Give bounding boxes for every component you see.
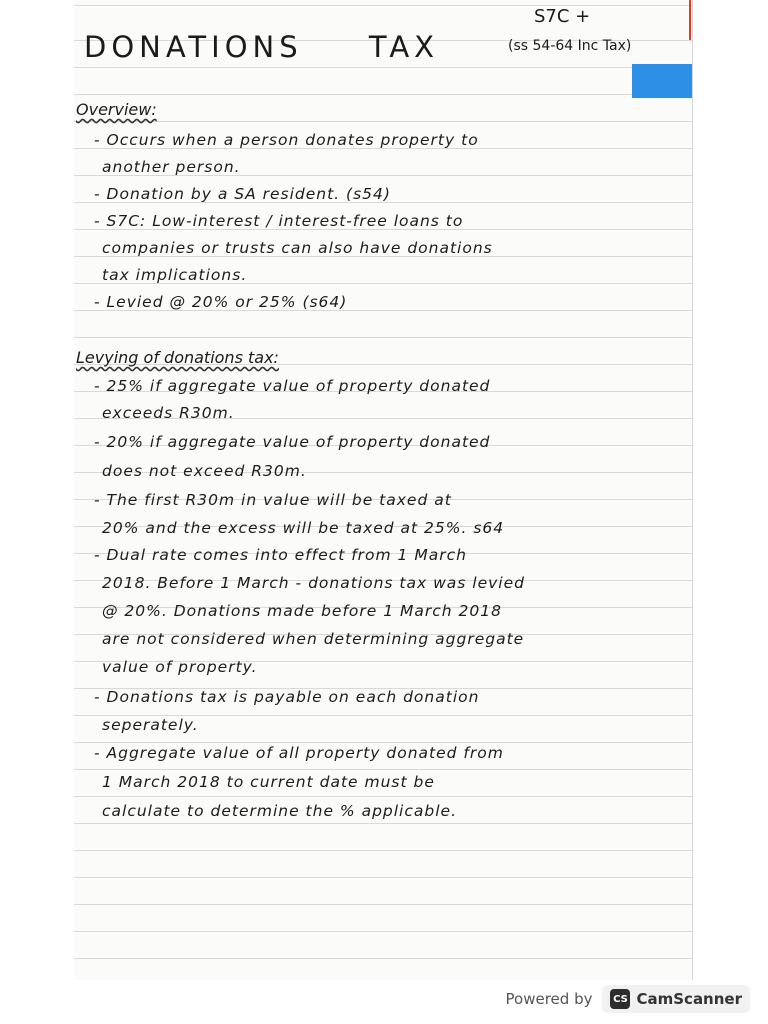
- levying-heading: Levying of donations tax:: [76, 348, 279, 367]
- camscanner-badge: [602, 985, 750, 1013]
- levying-line: value of property.: [102, 658, 258, 676]
- overview-line: - Donation by a SA resident. (s54): [94, 185, 391, 203]
- levying-line: - 25% if aggregate value of property donated: [94, 377, 491, 395]
- levying-line: are not considered when determining aggregate: [102, 630, 525, 648]
- scanner-watermark: [506, 984, 750, 1014]
- section-reference: (ss 54-64 Inc Tax): [508, 38, 632, 54]
- title-word-donations: DONATIONS: [84, 30, 303, 64]
- levying-line: 2018. Before 1 March - donations tax was levied: [102, 574, 525, 592]
- levying-line: 20% and the excess will be taxed at 25%. s64: [102, 519, 505, 537]
- levying-line: - The first R30m in value will be taxed at: [94, 491, 452, 509]
- levying-line: @ 20%. Donations made before 1 March 2018: [102, 602, 502, 620]
- margin-line: [689, 0, 691, 40]
- overview-line: - Occurs when a person donates property to: [94, 131, 479, 149]
- title-word-tax: TAX: [368, 30, 440, 64]
- overview-line: - Levied @ 20% or 25% (s64): [94, 293, 348, 311]
- levying-line: - Dual rate comes into effect from 1 March: [94, 546, 467, 564]
- overview-line: tax implications.: [102, 266, 248, 284]
- levying-line: seperately.: [102, 716, 199, 734]
- overview-heading: Overview:: [76, 100, 157, 119]
- overview-line: another person.: [102, 158, 241, 176]
- levying-line: - Aggregate value of all property donated from: [94, 744, 504, 762]
- levying-line: exceeds R30m.: [102, 404, 235, 422]
- camscanner-brand: CamScanner: [636, 990, 742, 1008]
- camscanner-logo-icon: CS: [610, 989, 630, 1009]
- levying-line: calculate to determine the % applicable.: [102, 802, 457, 820]
- overview-line: - S7C: Low-interest / interest-free loans to: [94, 212, 464, 230]
- levying-line: - Donations tax is payable on each donation: [94, 688, 480, 706]
- overview-line: companies or trusts can also have donations: [102, 239, 493, 257]
- blue-page-tab: [632, 64, 692, 98]
- page-title: [84, 30, 439, 64]
- levying-line: does not exceed R30m.: [102, 462, 307, 480]
- section-reference-top: S7C +: [534, 6, 591, 27]
- powered-by-text: Powered by: [505, 990, 593, 1008]
- levying-line: 1 March 2018 to current date must be: [102, 773, 435, 791]
- levying-line: - 20% if aggregate value of property donated: [94, 433, 491, 451]
